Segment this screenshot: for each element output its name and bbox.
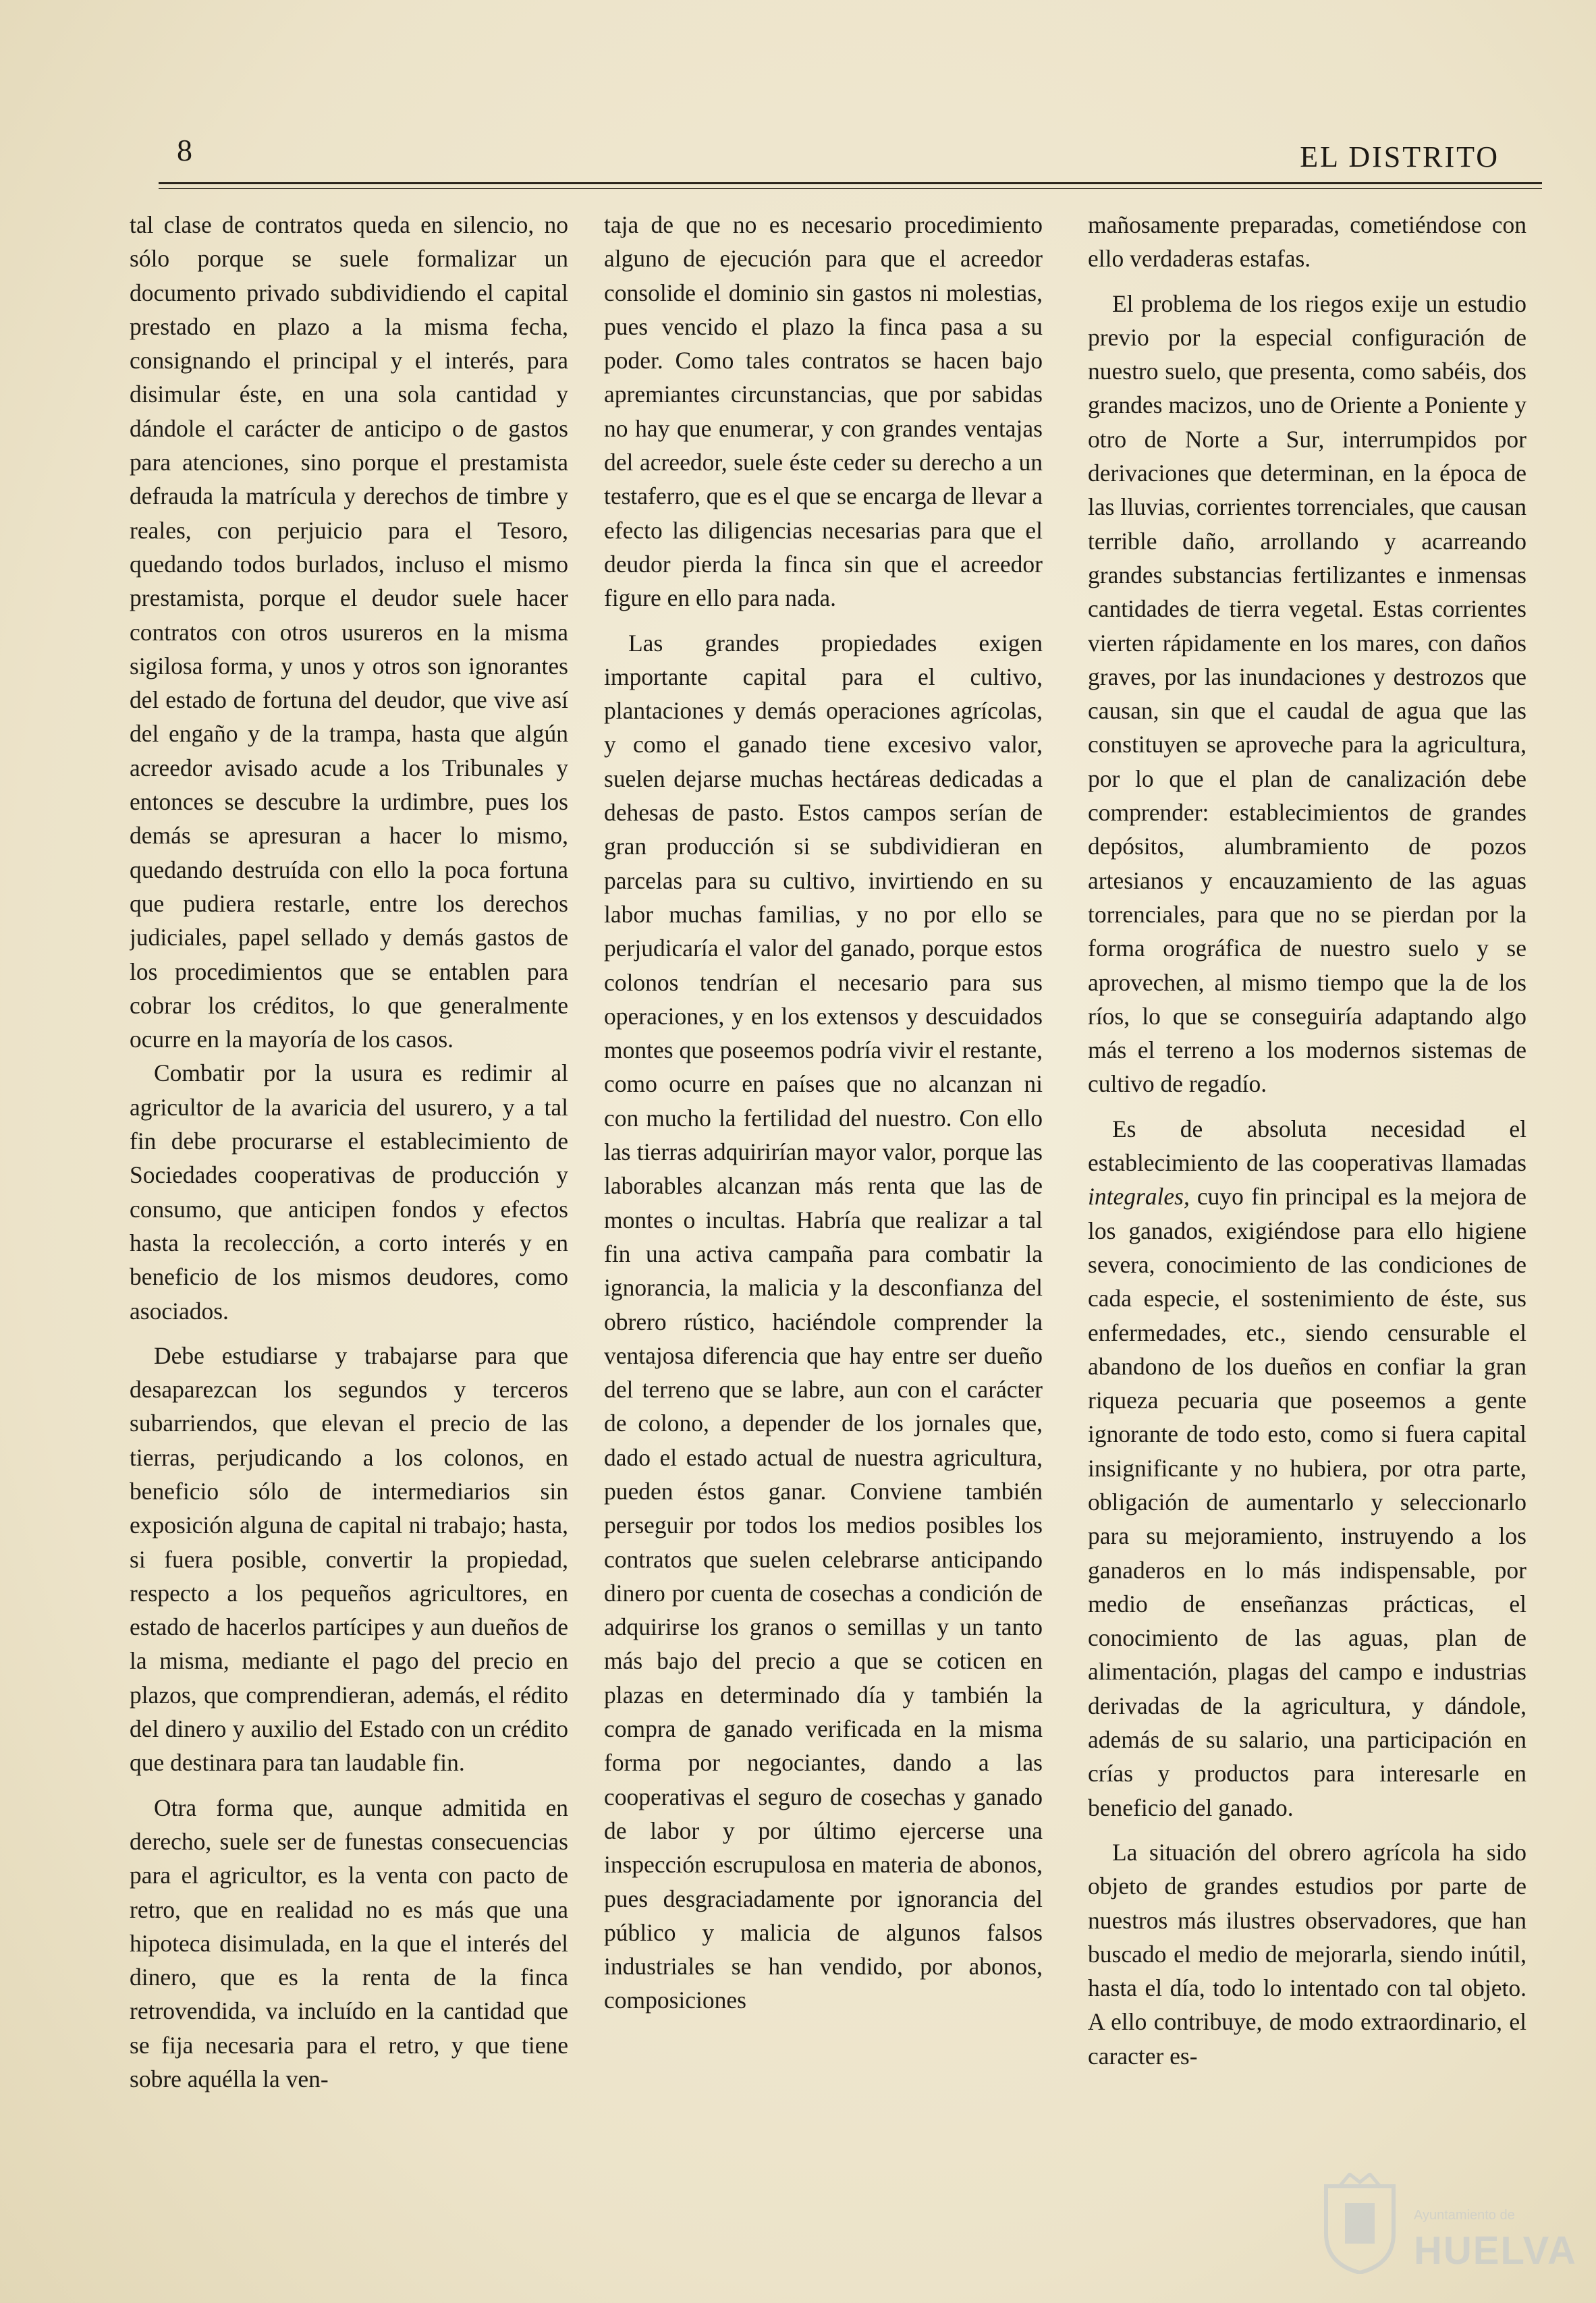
watermark-caption: Ayuntamiento de (1414, 2208, 1515, 2223)
header-rule (159, 182, 1542, 184)
page-number: 8 (177, 133, 192, 167)
paragraph-text: Es de absoluta necesidad el establecimiento de las cooperativas llamadas (1088, 1115, 1526, 1177)
paragraph: Las grandes propiedades exigen importante capital para el cultivo, plantaciones y demás operaciones agrícolas, y como el ganado tiene excesivo valor, suelen dejarse muchas hectáreas dedicadas a dehesas de pasto. Estos campos serían de gran producción si se subdividieran en parcelas para su cultivo, invirtiendo en su labor muchas familias, y no por ello se perjudicaría el valor del ganado, porque estos colonos tendrían el necesario para sus operaciones, y en los extensos y descuidados montes que poseemos podría vivir el restante, como ocurre en países que no alcanzan ni con mucho la fertilidad del nuestro. Con ello las tierras adquirirían mayor valor, porque las laborables alcanzan más renta que las de montes o incultas. Habría que realizar a tal fin una activa campaña para combatir la ignorancia, la malicia y la desconfianza del obrero rústico, haciéndole comprender la ventajosa diferencia que hay entre ser dueño del terreno que se labre, aun con el carácter de colono, a depender de los jornales que, dado el estado actual de nuestra agricultura, pueden éstos ganar. Conviene también perseguir por todos los medios posibles los contratos que suelen celebrarse anticipando dinero por cuenta de cosechas a condición de adquirirse los granos o semillas y un tanto más bajo del precio a que se coticen en plazas en determinado día y también la compra de ganado verificada en la misma forma por negociantes, dando a las cooperativas el seguro de cosechas y ganado de labor y por último ejercerse una inspección escrupulosa en materia de abonos, pues desgraciadamente por ignorancia del público y malicia de algunos falsos industriales se han vendido, por abonos, composiciones (604, 629, 1043, 2014)
column-middle (604, 208, 1043, 2178)
paragraph-text: cuyo fin principal es la mejora de los ganados, exigiéndose para ello higiene severa, conocimiento de las condiciones de cada especie, el sostenimiento de éste, sus enfermedades, etc., siendo censurable el abandono de los dueños en confiar la gran riqueza pecuaria que poseemos a gente ignorante de todo esto, como si fuera capital insignificante y no hubiera, por otra parte, obligación de aumentarlo y seleccionarlo para su mejoramiento, instruyendo a los ganaderos en lo más indispensable, por medio de enseñanzas prácticas, el conocimiento de las aguas, plan de alimentación, plagas del campo e industrias derivadas de la agricultura, y dándole, además de su salario, una participación en crías y productos para interesarle en beneficio del ganado. (1088, 1183, 1526, 1821)
header-rule-thin (159, 188, 1542, 189)
paragraph: taja de que no es necesario procedimiento alguno de ejecución para que el acreedor consolide el dominio sin gastos ni molestias, pues vencido el plazo la finca pasa a su poder. Como tales contratos se hacen bajo apremiantes circunstancias, que por sabidas no hay que enumerar, y con grandes ventajas del acreedor, suele éste ceder su derecho a un testaferro, que es el que se encarga de llevar a efecto las diligencias necesarias para que el deudor pierda la finca sin que el acreedor figure en ello para nada. (604, 211, 1043, 612)
coat-of-arms-icon (1319, 2173, 1400, 2274)
italic-term: integrales, (1088, 1183, 1190, 1211)
paragraph: Otra forma que, aunque admitida en derecho, suele ser de funestas consecuencias para el agricultor, es la venta con pacto de retro, que en realidad no es más que una hipoteca disimulada, en la que el interés del dinero, que es la renta de la finca retrovendida, va incluído en la cantidad que se fija necesaria para el retro, y que tiene sobre aquélla la ven- (130, 1794, 568, 2093)
paragraph: Combatir por la usura es redimir al agricultor de la avaricia del usurero, y a tal fin debe procurarse el establecimiento de Sociedades cooperativas de producción y consumo, que anticipen fondos y efectos hasta la recolección, a corto interés y en beneficio de los mismos deudores, como asociados. (130, 1059, 568, 1325)
column-right (1088, 208, 1526, 2178)
paragraph: mañosamente preparadas, cometiéndose con ello verdaderas estafas. (1088, 211, 1526, 273)
watermark-city: HUELVA (1414, 2229, 1577, 2273)
column-left (130, 208, 568, 2178)
paragraph: Debe estudiarse y trabajarse para que desaparezcan los segundos y terceros subarriendos, que elevan el precio de las tierras, perjudicando a los colonos, en beneficio sólo de intermediarios sin exposición alguna de capital ni trabajo; hasta, si fuera posible, convertir la propiedad, respecto a los pequeños agricultores, en estado de hacerlos partícipes y aun dueños de la misma, mediante el pago del precio en plazos, que comprendieran, además, el rédito del dinero y auxilio del Estado con un crédito que destinara para tan laudable fin. (130, 1341, 568, 1777)
paragraph: El problema de los riegos exije un estudio previo por la especial configuración de nuestro suelo, que presenta, como sabéis, dos grandes macizos, uno de Oriente a Poniente y otro de Norte a Sur, interrumpidos por derivaciones que determinan, en la época de las lluvias, corrientes torrenciales, que causan terrible daño, arrollando y acarreando grandes substancias fertilizantes e inmensas cantidades de tierra vegetal. Estas corrientes vierten rápidamente en los mares, con daños graves, por las inundaciones y destrozos que causan, sin que el caudal de agua que las constituyen se aproveche para la agricultura, por lo que el plan de canalización debe comprender: establecimientos de grandes depósitos, alumbramiento de pozos artesianos y encauzamiento de las aguas torrenciales, para que no se pierdan por la forma orográfica de nuestro suelo y se aprovechen, al mismo tiempo que la de los ríos, lo que se conseguiría adaptando algo más el terreno a los modernos sistemas de cultivo de regadío. (1088, 289, 1526, 1098)
paragraph (1088, 1112, 1526, 1825)
page-header (177, 132, 1499, 179)
paragraph: tal clase de contratos queda en silencio, no sólo porque se suele formalizar un documento privado subdividiendo el capital prestado en plazo a la misma fecha, consignando el principal y el interés, para disimular éste, en una sola cantidad y dándole el carácter de anticipo o de gastos para atenciones, sino porque el prestamista defrauda la matrícula y derechos de timbre y reales, con perjuicio para el Tesoro, quedando todos burlados, incluso el mismo prestamista, porque el deudor suele hacer contratos con otros usureros en la misma sigilosa forma, y unos y otros son ignorantes del estado de fortuna del deudor, que vive así del engaño y de la trampa, hasta que algún acreedor avisado acude a los Tribunales y entonces se descubre la urdimbre, pues los demás se apresuran a hacer lo mismo, quedando destruída con ello la poca fortuna que pudiera restarle, entre los derechos judiciales, papel sellado y demás gastos de los procedimientos que se entablen para cobrar los créditos, lo que generalmente ocurre en la mayoría de los casos. (130, 211, 568, 1053)
publication-title: EL DISTRITO (1300, 140, 1499, 173)
archive-watermark (1319, 2167, 1577, 2282)
paragraph: La situación del obrero agrícola ha sido objeto de grandes estudios por parte de nuestros más ilustres observadores, que han buscado el medio de mejorarla, siendo inútil, hasta el día, todo lo intentado con tal objeto. A ello contribuye, de modo extraordinario, el caracter es- (1088, 1838, 1526, 2070)
